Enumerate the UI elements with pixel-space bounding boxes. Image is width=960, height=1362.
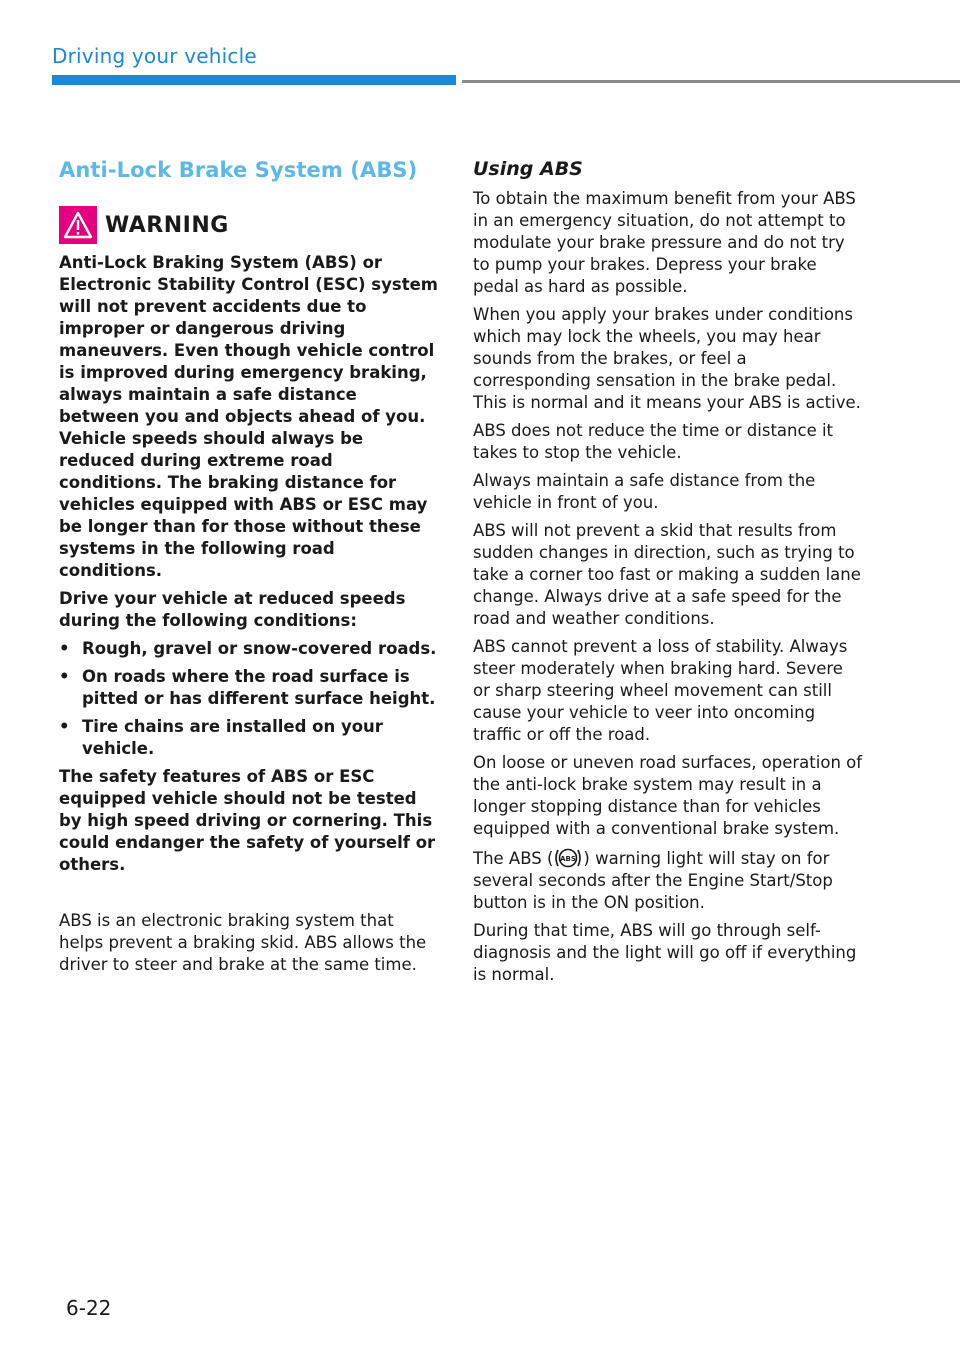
abs-warning-light-icon: [553, 846, 583, 870]
right-column: [473, 158, 863, 992]
body-paragraph: During that time, ABS will go through self-diagnosis and the light will go off if everything is normal.: [473, 921, 857, 984]
body-paragraph: ABS is an electronic braking system that helps prevent a braking skid. ABS allows the driver to steer and brake at the same time.: [59, 911, 427, 974]
warning-paragraph: Anti-Lock Braking System (ABS) or Electronic Stability Control (ESC) system will not prevent accidents due to improper or dangerous driving maneuvers. Even though vehicle control is improved during emergency braking, always maintain a safe distance between you and objects ahead of you. Vehicle speeds should always be reduced during extreme road conditions. The braking distance for vehicles equipped with ABS or ESC may be longer than for those without these systems in the following road conditions.: [59, 253, 438, 580]
body-paragraph: ABS does not reduce the time or distance it takes to stop the vehicle.: [473, 421, 834, 462]
left-column: [59, 158, 439, 982]
bullet-icon: •: [59, 639, 70, 658]
body-paragraph: When you apply your brakes under conditions which may lock the wheels, you may hear sounds from the brakes, or feel a corresponding sensation in the brake pedal. This is normal and it means your ABS is active.: [473, 305, 861, 412]
list-item: [59, 716, 439, 760]
list-item-text: On roads where the road surface is pitted or has different surface height.: [82, 667, 436, 708]
section-title: Anti-Lock Brake System (ABS): [59, 158, 418, 182]
header-bar-accent: [52, 75, 456, 85]
body-paragraph: To obtain the maximum benefit from your ABS in an emergency situation, do not attempt to modulate your brake pressure and do not try to pump your brakes. Depress your brake pedal as hard as possible.: [473, 189, 856, 296]
warning-label: WARNING: [105, 212, 229, 238]
list-item-text: Rough, gravel or snow-covered roads.: [82, 639, 437, 658]
list-item: [59, 666, 439, 710]
list-item: [59, 638, 439, 660]
body-paragraph: ABS cannot prevent a loss of stability. Always steer moderately when braking hard. Severe or sharp steering wheel movement can still cause your vehicle to veer into oncoming traffic or off the road.: [473, 637, 848, 744]
sub-title: Using ABS: [473, 158, 583, 180]
body-paragraph: Always maintain a safe distance from the vehicle in front of you.: [473, 471, 816, 512]
page-number: 6-22: [66, 1296, 112, 1320]
header-rule: [462, 80, 960, 83]
warning-triangle-icon: [59, 206, 97, 244]
abs-light-text-post: ) warning light will stay on for several seconds after the Engine Start/Stop button is in the ON position.: [473, 849, 833, 912]
warning-header: [59, 206, 439, 244]
warning-bullet-list: [59, 638, 439, 760]
bullet-icon: •: [59, 717, 70, 736]
bullet-icon: •: [59, 667, 70, 686]
abs-light-paragraph: [473, 846, 863, 914]
body-paragraph: On loose or uneven road surfaces, operation of the anti-lock brake system may result in a longer stopping distance than for vehicles equipped with a conventional brake system.: [473, 753, 863, 838]
abs-light-text-pre: The ABS (: [473, 849, 554, 868]
warning-paragraph: The safety features of ABS or ESC equipped vehicle should not be tested by high speed driving or cornering. This could endanger the safety of yourself or others.: [59, 767, 436, 874]
list-item-text: Tire chains are installed on your vehicle.: [82, 717, 383, 758]
header-title: Driving your vehicle: [52, 44, 257, 68]
body-paragraph: ABS will not prevent a skid that results from sudden changes in direction, such as trying to take a corner too fast or making a sudden lane change. Always drive at a safe speed for the road and weather conditions.: [473, 521, 861, 628]
svg-text:ABS: ABS: [560, 854, 577, 863]
warning-paragraph: Drive your vehicle at reduced speeds during the following conditions:: [59, 589, 406, 630]
